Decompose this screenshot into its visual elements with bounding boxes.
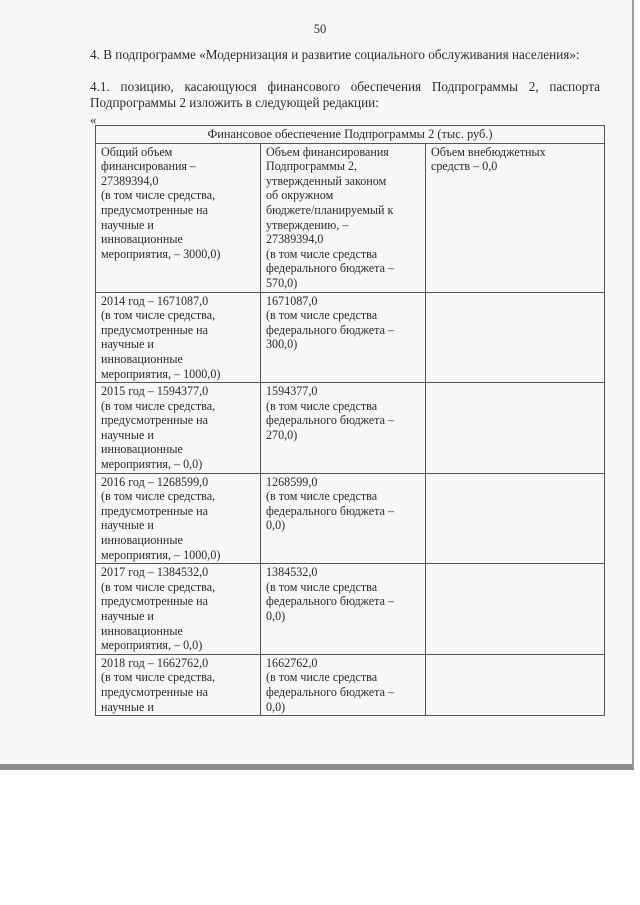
page-number: 50	[313, 22, 327, 36]
amount-cell: 1671087,0 (в том числе средства федерального бюджета – 300,0)	[261, 292, 426, 383]
table-row	[96, 292, 605, 383]
year-cell: 2016 год – 1268599,0 (в том числе средства, предусмотренные на научные и инновационные мероприятия, – 1000,0)	[96, 473, 261, 564]
opening-quote: «	[90, 112, 97, 127]
table-title: Финансовое обеспечение Подпрограммы 2 (тыс. руб.)	[96, 126, 605, 144]
amount-cell: 1384532,0 (в том числе средства федерального бюджета – 0,0)	[261, 564, 426, 655]
table-row	[96, 383, 605, 474]
table-row	[96, 143, 605, 292]
table-row	[96, 654, 605, 715]
empty-cell	[426, 292, 605, 383]
empty-cell	[426, 654, 605, 715]
table-header-row	[96, 126, 605, 144]
empty-cell	[426, 473, 605, 564]
year-cell: 2018 год – 1662762,0 (в том числе средства, предусмотренные на научные и	[96, 654, 261, 715]
year-cell: 2015 год – 1594377,0 (в том числе средства, предусмотренные на научные и инновационные мероприятия, – 0,0)	[96, 383, 261, 474]
table-row	[96, 564, 605, 655]
year-cell: 2017 год – 1384532,0 (в том числе средства, предусмотренные на научные и инновационные мероприятия, – 0,0)	[96, 564, 261, 655]
financing-table	[95, 125, 605, 716]
amount-cell: 1594377,0 (в том числе средства федерального бюджета – 270,0)	[261, 383, 426, 474]
empty-cell	[426, 383, 605, 474]
amount-cell: 1662762,0 (в том числе средства федерального бюджета – 0,0)	[261, 654, 426, 715]
table-row	[96, 473, 605, 564]
empty-cell	[426, 564, 605, 655]
year-cell: 2014 год – 1671087,0 (в том числе средства, предусмотренные на научные и инновационные мероприятия, – 1000,0)	[96, 292, 261, 383]
total-financing-cell: Общий объем финансирования – 27389394,0 (в том числе средства, предусмотренные на научные и инновационные мероприятия, – 3000,0)	[96, 143, 261, 292]
extrabudgetary-cell: Объем внебюджетных средств – 0,0	[426, 143, 605, 292]
amount-cell: 1268599,0 (в том числе средства федерального бюджета – 0,0)	[261, 473, 426, 564]
paragraph-subprogram: 4. В подпрограмме «Модернизация и развитие социального обслуживания населения»:	[90, 47, 580, 62]
subprogram-financing-cell: Объем финансирования Подпрограммы 2, утвержденный законом об окружном бюджете/планируемый к утверждению, – 27389394,0 (в том числе средства федерального бюджета – 570,0)	[261, 143, 426, 292]
paragraph-position: 4.1. позицию, касающуюся финансового обеспечения Подпрограммы 2, паспорта Подпрограммы 2 изложить в следующей редакции:	[90, 79, 600, 111]
